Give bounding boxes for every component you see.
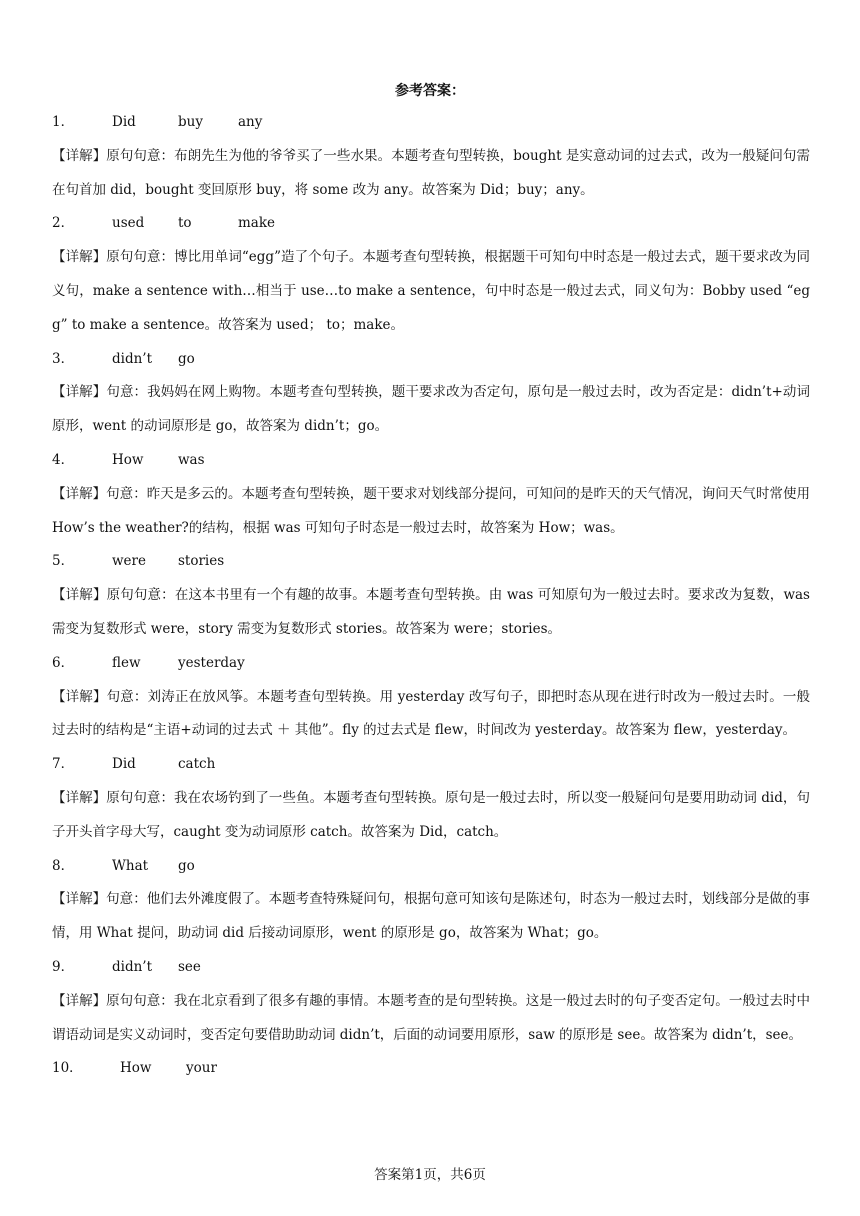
answer-word: How <box>112 451 144 468</box>
answer-word: see <box>178 958 201 975</box>
answer-word: Did <box>112 756 136 773</box>
item-number: 6． <box>52 654 75 671</box>
item-number: 5． <box>52 553 75 570</box>
answer-line <box>52 545 810 579</box>
answer-word: make <box>238 215 276 232</box>
answer-list <box>52 106 810 1086</box>
answer-explanation: 【详解】句意：我妈妈在网上购物。本题考查句型转换，题干要求改为否定句，原句是一般过去时，改为否定是：didn’t+动词原形，went 的动词原形是 go，故答案为 didn’t；go。 <box>52 384 810 435</box>
answer-line <box>52 1052 810 1086</box>
answer-explanation: 【详解】原句句意：博比用单词“egg”造了个句子。本题考查句型转换，根据题干可知句中时态是一般过去式，题干要求改为同义句，make a sentence with…相当于 use…to make a sentence，句中时态是一般过去式，同义句为：Bobby used “egg” to make a sentence。故答案为 used； to；make。 <box>52 249 810 333</box>
answer-word: flew <box>112 654 141 671</box>
answer-word: to <box>178 215 192 232</box>
answer-explanation: 【详解】原句句意：布朗先生为他的爷爷买了一些水果。本题考查句型转换，bought 是实意动词的过去式，改为一般疑问句需在句首加 did，bought 变回原形 buy，将 some 改为 any。故答案为 Did；buy；any。 <box>52 147 810 198</box>
answer-line <box>52 748 810 782</box>
answer-word: was <box>178 451 205 468</box>
answer-word: Did <box>112 114 136 130</box>
item-number: 10． <box>52 1060 83 1077</box>
answer-word: catch <box>178 756 216 773</box>
item-number: 1． <box>52 114 75 130</box>
answer-word: were <box>112 553 146 570</box>
item-number: 2． <box>52 215 75 232</box>
answer-explanation: 【详解】原句句意：我在农场钓到了一些鱼。本题考查句型转换。原句是一般过去时，所以变一般疑问句是要用助动词 did，句子开头首字母大写，caught 变为动词原形 catch。故答案为 Did，catch。 <box>52 789 810 840</box>
answer-word: didn’t <box>112 350 153 367</box>
answer-line <box>52 343 810 377</box>
answer-explanation: 【详解】句意：刘涛正在放风筝。本题考查句型转换。用 yesterday 改写句子，即把时态从现在进行时改为一般过去时。一般过去时的结构是“主语+动词的过去式 ＋ 其他”。fly 的过去式是 flew，时间改为 yesterday。故答案为 flew，yesterday。 <box>52 688 810 739</box>
answer-line <box>52 850 810 884</box>
answer-line <box>52 207 810 241</box>
answer-word: stories <box>178 553 225 570</box>
answer-word: any <box>238 114 263 130</box>
item-number: 8． <box>52 857 75 874</box>
answer-line <box>52 647 810 681</box>
answer-word: What <box>112 857 149 874</box>
item-number: 9． <box>52 958 75 975</box>
answer-word: How <box>120 1060 152 1077</box>
answer-explanation: 【详解】句意：他们去外滩度假了。本题考查特殊疑问句，根据句意可知该句是陈述句，时态为一般过去时，划线部分是做的事情，用 What 提问，助动词 did 后接动词原形，went 的原形是 go，故答案为 What；go。 <box>52 891 810 942</box>
answer-line <box>52 444 810 478</box>
answer-word: buy <box>178 114 203 130</box>
page-footer: 答案第1页，共6页 <box>374 1167 486 1183</box>
answer-word: go <box>178 350 195 367</box>
answer-explanation: 【详解】原句句意：在这本书里有一个有趣的故事。本题考查句型转换。由 was 可知原句为一般过去时。要求改为复数，was 需变为复数形式 were，story 需变为复数形式 stories。故答案为 were；stories。 <box>52 587 810 637</box>
item-number: 4． <box>52 451 75 468</box>
answer-word: go <box>178 857 195 874</box>
answer-line <box>52 951 810 985</box>
page-title: 参考答案： <box>395 83 465 99</box>
item-number: 3． <box>52 350 75 367</box>
answer-word: didn’t <box>112 958 153 975</box>
answer-word: your <box>186 1060 217 1077</box>
answer-word: used <box>112 215 145 232</box>
answer-explanation: 【详解】原句句意：我在北京看到了很多有趣的事情。本题考查的是句型转换。这是一般过去时的句子变否定句。一般过去时中谓语动词是实义动词时，变否定句要借助助动词 didn’t，后面的动词要用原形，saw 的原形是 see。故答案为 didn’t，see。 <box>52 992 810 1043</box>
answer-line <box>52 106 810 140</box>
item-number: 7． <box>52 756 75 773</box>
answer-explanation: 【详解】句意：昨天是多云的。本题考查句型转换，题干要求对划线部分提问，可知问的是昨天的天气情况，询问天气时常使用 How’s the weather?的结构，根据 was 可知句子时态是一般过去时，故答案为 How；was。 <box>52 485 810 536</box>
answer-word: yesterday <box>178 654 245 671</box>
